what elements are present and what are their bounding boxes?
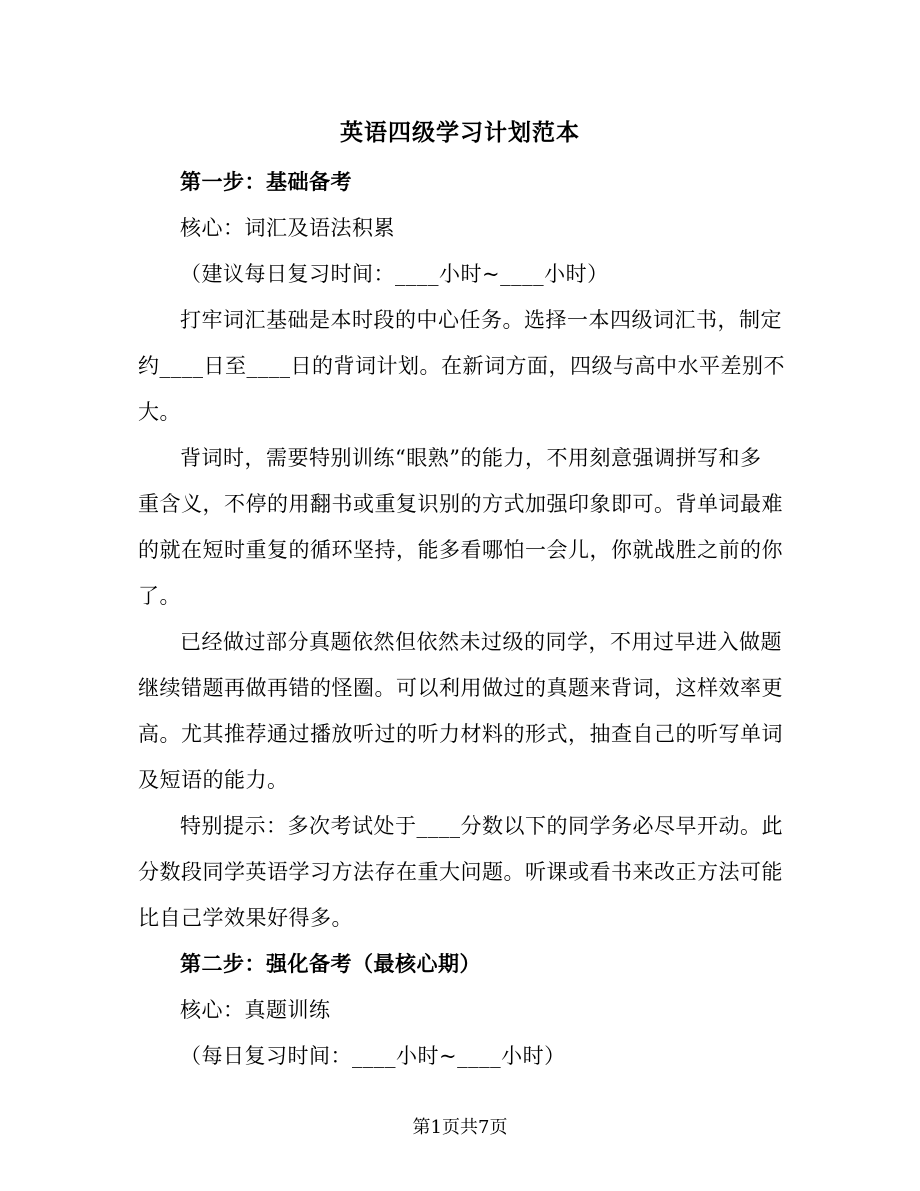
document-title: 英语四级学习计划范本 — [340, 119, 580, 146]
paragraph-line: 高。尤其推荐通过播放听过的听力材料的形式，抽查自己的听写单词 — [138, 722, 783, 746]
paragraph-line: 已经做过部分真题依然但依然未过级的同学，不用过早进入做题 — [180, 630, 782, 654]
section-heading-step2: 第二步：强化备考（最核心期） — [180, 951, 481, 976]
paragraph-line: 核心：词汇及语法积累 — [180, 216, 395, 240]
paragraph-line: 大。 — [138, 400, 181, 424]
page-number-footer: 第1页共7页 — [412, 1117, 508, 1138]
paragraph-line: 背词时，需要特别训练“眼熟”的能力，不用刻意强调拼写和多 — [180, 446, 762, 470]
paragraph-line: 约____日至____日的背词计划。在新词方面，四级与高中水平差别不 — [138, 354, 785, 378]
paragraph-line: 分数段同学英语学习方法存在重大问题。听课或看书来改正方法可能 — [138, 860, 783, 884]
paragraph-line: 的就在短时重复的循环坚持，能多看哪怕一会儿，你就战胜之前的你 — [138, 538, 783, 562]
paragraph-line: （每日复习时间：____小时~____小时） — [180, 1044, 566, 1068]
section-heading-step1: 第一步：基础备考 — [180, 169, 352, 194]
paragraph-line: 比自己学效果好得多。 — [138, 906, 353, 930]
paragraph-line: 继续错题再做再错的怪圈。可以利用做过的真题来背词，这样效率更 — [138, 676, 783, 700]
paragraph-line: 核心：真题训练 — [180, 998, 331, 1022]
paragraph-line: 特别提示：多次考试处于____分数以下的同学务必尽早开动。此 — [180, 814, 783, 838]
paragraph-line: 了。 — [138, 584, 181, 608]
paragraph-line: （建议每日复习时间：____小时~____小时） — [180, 262, 609, 286]
paragraph-line: 及短语的能力。 — [138, 768, 289, 792]
paragraph-line: 打牢词汇基础是本时段的中心任务。选择一本四级词汇书，制定 — [180, 308, 782, 332]
paragraph-line: 重含义，不停的用翻书或重复识别的方式加强印象即可。背单词最难 — [138, 492, 783, 516]
